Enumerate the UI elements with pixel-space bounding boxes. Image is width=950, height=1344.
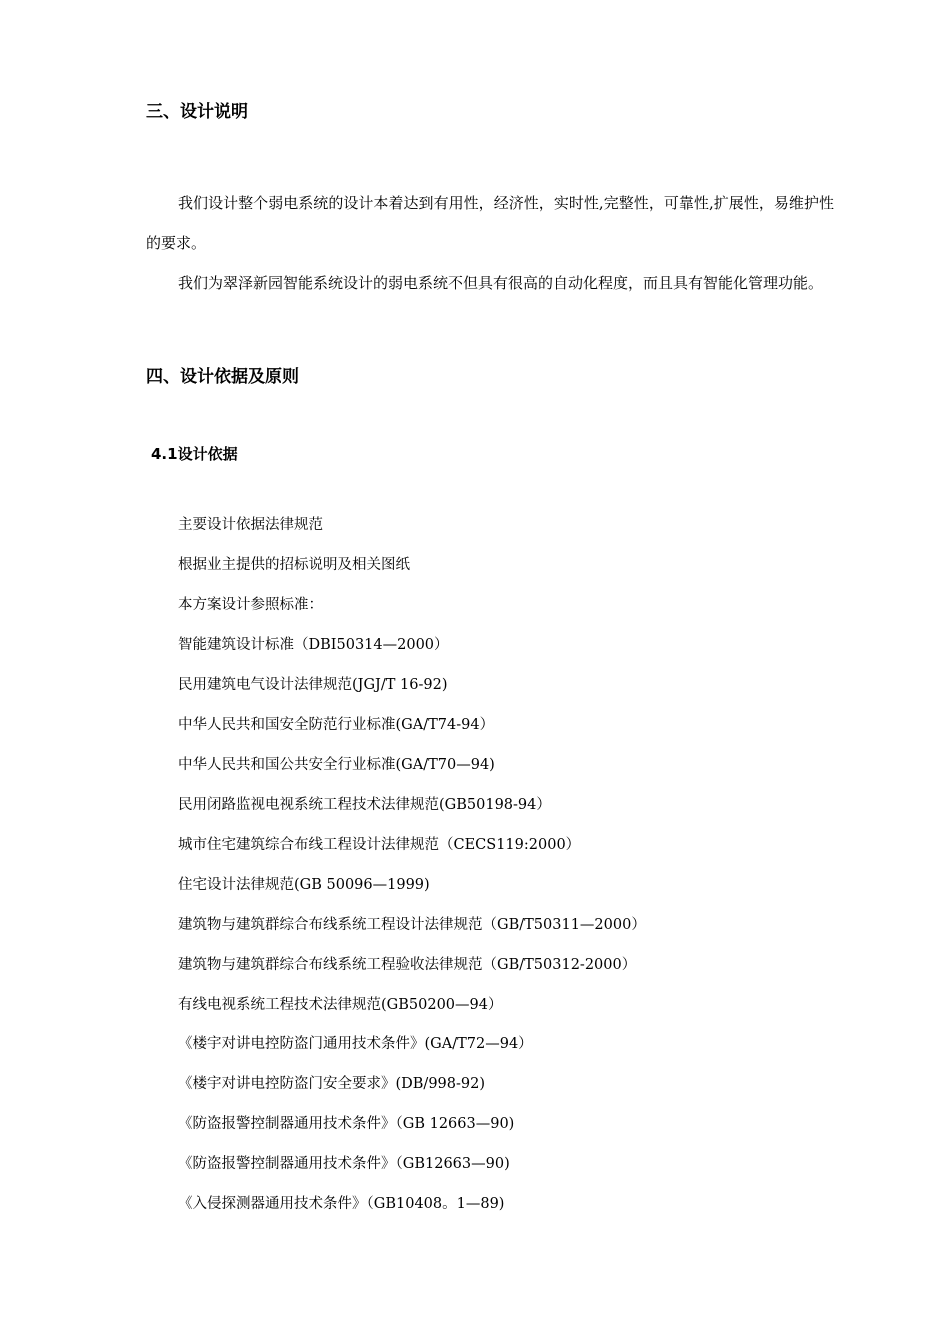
list-item: 民用建筑电气设计法律规范(JGJ/T 16-92) — [178, 677, 448, 693]
section-4-heading: 四、设计依据及原则 — [146, 367, 299, 387]
list-item: 有线电视系统工程技术法律规范(GB50200—94） — [178, 997, 503, 1013]
list-item: 《防盗报警控制器通用技术条件》（GB12663—90) — [178, 1156, 510, 1172]
list-item: 住宅设计法律规范(GB 50096—1999) — [178, 877, 430, 893]
subsection-4-1-heading: 4.1设计依据 — [151, 445, 238, 463]
list-item: 《楼宇对讲电控防盗门安全要求》(DB/998-92) — [178, 1076, 486, 1092]
list-item: 中华人民共和国安全防范行业标准(GA/T74-94） — [178, 717, 495, 733]
list-item: 建筑物与建筑群综合布线系统工程验收法律规范（GB/T50312-2000） — [178, 957, 637, 973]
list-item: 主要设计依据法律规范 — [178, 517, 323, 533]
list-item: 本方案设计参照标准： — [178, 597, 323, 613]
list-item: 《楼宇对讲电控防盗门通用技术条件》(GA/T72—94） — [178, 1036, 533, 1052]
list-item: 中华人民共和国公共安全行业标准(GA/T70—94) — [178, 757, 495, 773]
section-3-paragraph-2: 我们为翠泽新园智能系统设计的弱电系统不但具有很高的自动化程度，而且具有智能化管理功能。 — [178, 274, 824, 292]
section-3-paragraph-1: 我们设计整个弱电系统的设计本着达到有用性，经济性，实时性,完整性，可靠性,扩展性，易维护性的要求。 — [146, 194, 834, 252]
list-item: 《入侵探测器通用技术条件》（GB10408。1—89) — [178, 1196, 505, 1212]
section-3-heading: 三、设计说明 — [146, 102, 248, 122]
list-item: 《防盗报警控制器通用技术条件》（GB 12663—90) — [178, 1116, 515, 1132]
list-item: 根据业主提供的招标说明及相关图纸 — [178, 557, 410, 573]
list-item: 民用闭路监视电视系统工程技术法律规范(GB50198-94） — [178, 797, 551, 813]
list-item: 建筑物与建筑群综合布线系统工程设计法律规范（GB/T50311—2000） — [178, 917, 646, 933]
list-item: 智能建筑设计标准（DBI50314—2000） — [178, 637, 449, 653]
list-item: 城市住宅建筑综合布线工程设计法律规范（CECS119:2000） — [178, 837, 581, 853]
